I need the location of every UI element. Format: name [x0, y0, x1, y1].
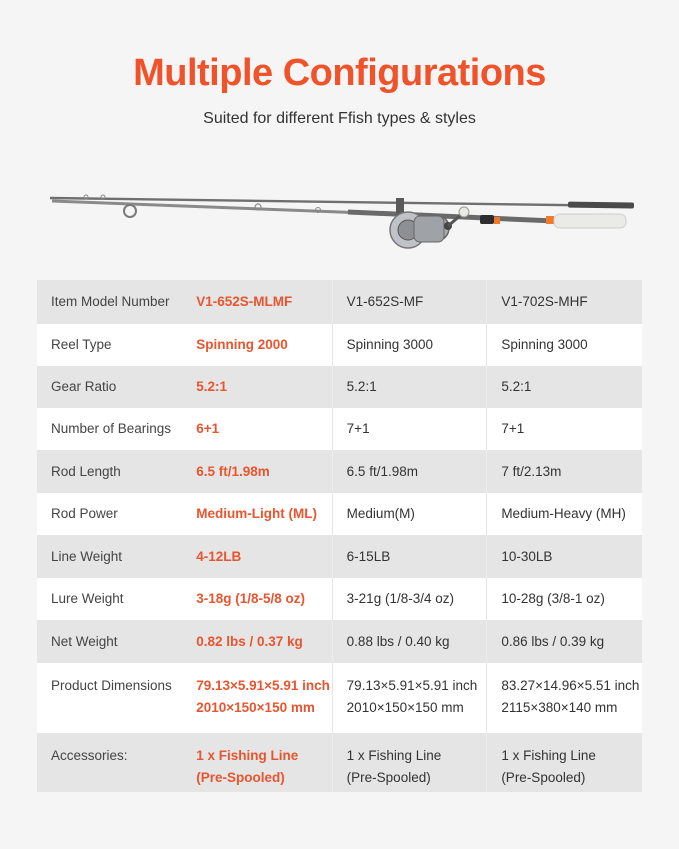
cell-model-3: V1-702S-MHF — [487, 280, 642, 324]
table-row-dimensions — [37, 663, 642, 733]
row-label: Product Dimensions — [37, 663, 182, 733]
table-row-net-weight — [37, 620, 642, 663]
cell-model-1: V1-652S-MLMF — [182, 280, 332, 324]
row-label: Net Weight — [37, 620, 182, 663]
dimension-mm: 2010×150×150 mm — [196, 700, 315, 715]
cell-model-2: Medium(M) — [332, 493, 487, 535]
table-row-reel-type — [37, 324, 642, 366]
page-title: Multiple Configurations — [133, 52, 546, 94]
cell-model-3: 10-28g (3/8-1 oz) — [487, 578, 642, 620]
dimension-mm: 2115×380×140 mm — [501, 700, 618, 715]
cell-model-2: 0.88 lbs / 0.40 kg — [332, 620, 487, 663]
row-label: Lure Weight — [37, 578, 182, 620]
row-label: Line Weight — [37, 535, 182, 578]
cell-model-2 — [332, 663, 487, 733]
dimension-inch: 79.13×5.91×5.91 inch — [346, 678, 478, 693]
table-row-gear-ratio — [37, 366, 642, 408]
spec-table — [37, 280, 642, 792]
cell-model-2: 5.2:1 — [332, 366, 487, 408]
cell-model-2 — [332, 733, 487, 792]
row-label: Item Model Number — [37, 280, 182, 324]
dimension-inch: 83.27×14.96×5.51 inch — [501, 678, 640, 693]
dimension-mm: 2010×150×150 mm — [346, 700, 464, 715]
cell-model-1: Spinning 2000 — [182, 324, 332, 366]
cell-model-3: Spinning 3000 — [487, 324, 642, 366]
table-row-item-model — [37, 280, 642, 324]
accessory-note: (Pre-Spooled) — [196, 770, 285, 785]
cell-model-2: V1-652S-MF — [332, 280, 487, 324]
table-row-rod-power — [37, 493, 642, 535]
table-row-rod-length — [37, 450, 642, 493]
row-label: Number of Bearings — [37, 408, 182, 450]
cell-model-1: 3-18g (1/8-5/8 oz) — [182, 578, 332, 620]
cell-model-3 — [487, 663, 642, 733]
table-row-accessories — [37, 733, 642, 792]
accessory-note: (Pre-Spooled) — [501, 770, 586, 785]
cell-model-2: 6-15LB — [332, 535, 487, 578]
cell-model-1 — [182, 733, 332, 792]
cell-model-2: 6.5 ft/1.98m — [332, 450, 487, 493]
cell-model-1: 6+1 — [182, 408, 332, 450]
row-label: Gear Ratio — [37, 366, 182, 408]
row-label: Rod Length — [37, 450, 182, 493]
cell-model-3: 0.86 lbs / 0.39 kg — [487, 620, 642, 663]
row-label: Rod Power — [37, 493, 182, 535]
table-row-bearings — [37, 408, 642, 450]
cell-model-3: 10-30LB — [487, 535, 642, 578]
accessory-line: 1 x Fishing Line — [196, 748, 299, 763]
cell-model-1: 6.5 ft/1.98m — [182, 450, 332, 493]
accessory-line: 1 x Fishing Line — [501, 748, 596, 763]
cell-model-2: Spinning 3000 — [332, 324, 487, 366]
cell-model-3: 7 ft/2.13m — [487, 450, 642, 493]
cell-model-3: 7+1 — [487, 408, 642, 450]
cell-model-1: 5.2:1 — [182, 366, 332, 408]
dimension-inch: 79.13×5.91×5.91 inch — [196, 678, 330, 693]
cell-model-3 — [487, 733, 642, 792]
row-label: Accessories: — [37, 733, 182, 792]
table-row-lure-weight — [37, 578, 642, 620]
cell-model-2: 3-21g (1/8-3/4 oz) — [332, 578, 487, 620]
accessory-note: (Pre-Spooled) — [346, 770, 431, 785]
cell-model-1: 4-12LB — [182, 535, 332, 578]
table-row-line-weight — [37, 535, 642, 578]
cell-model-3: 5.2:1 — [487, 366, 642, 408]
cell-model-1: 0.82 lbs / 0.37 kg — [182, 620, 332, 663]
fishing-rod-reel-image — [48, 180, 638, 260]
cell-model-3: Medium-Heavy (MH) — [487, 493, 642, 535]
row-label: Reel Type — [37, 324, 182, 366]
cell-model-2: 7+1 — [332, 408, 487, 450]
cell-model-1 — [182, 663, 332, 733]
page-subtitle: Suited for different Ffish types & styles — [203, 110, 476, 127]
accessory-line: 1 x Fishing Line — [346, 748, 442, 763]
cell-model-1: Medium-Light (ML) — [182, 493, 332, 535]
